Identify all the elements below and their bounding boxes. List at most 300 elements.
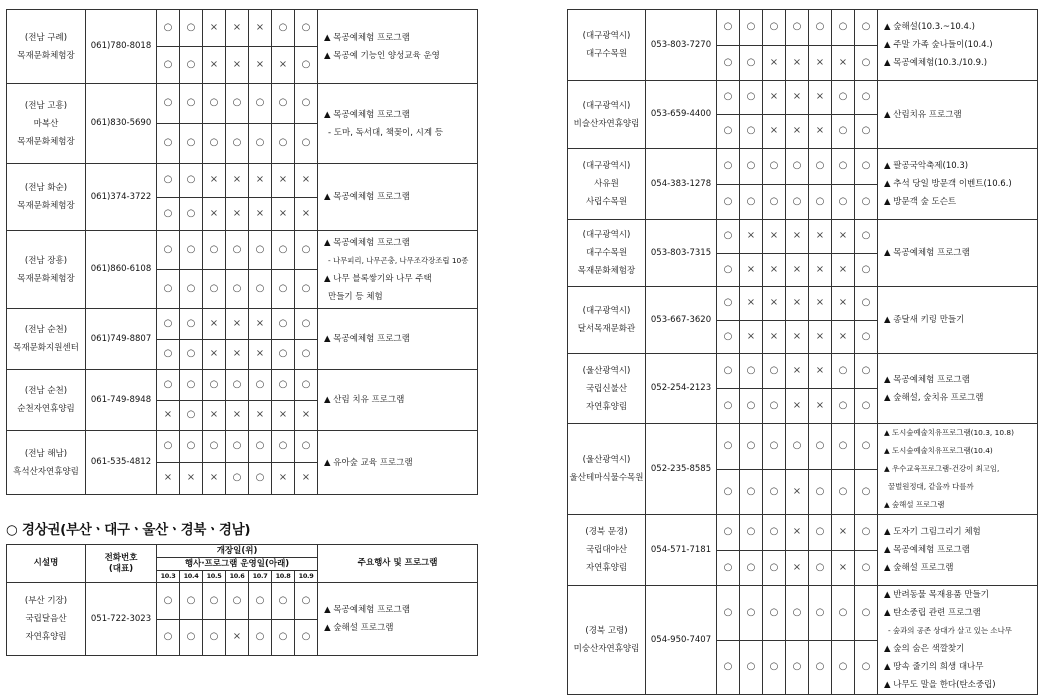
- facility-programs: [318, 10, 478, 84]
- facility-row: [568, 10, 1038, 46]
- program-day-mark: ○: [157, 620, 180, 656]
- open-day-mark: ○: [832, 424, 855, 470]
- program-day-mark: ○: [855, 469, 878, 515]
- open-day-mark: ×: [809, 287, 832, 321]
- open-day-mark: ○: [855, 586, 878, 641]
- program-day-mark: ○: [832, 115, 855, 149]
- open-day-mark: ○: [740, 10, 763, 46]
- program-day-mark: ○: [203, 270, 226, 309]
- program-item: ▲ 도자기 그림그리기 체험: [884, 527, 981, 537]
- facility-name: (대구광역시) 비슬산자연휴양림: [568, 81, 646, 149]
- open-day-mark: ○: [272, 431, 295, 463]
- program-day-mark: ○: [249, 620, 272, 656]
- open-day-mark: ×: [740, 220, 763, 254]
- program-day-mark: ○: [717, 46, 740, 81]
- open-day-mark: ×: [809, 81, 832, 115]
- open-day-mark: ○: [157, 370, 180, 401]
- program-day-mark: ○: [855, 115, 878, 149]
- facility-phone: 053-667-3620: [646, 287, 717, 354]
- program-day-mark: ×: [763, 254, 786, 287]
- facility-name: (전남 순천) 목재문화지원센터: [7, 309, 86, 370]
- program-subitem: - 숲과의 공존 상대가 살고 있는 소나무: [888, 626, 1012, 635]
- open-day-mark: ○: [717, 81, 740, 115]
- open-day-mark: ○: [855, 354, 878, 389]
- program-day-mark: ○: [717, 321, 740, 354]
- open-day-mark: ○: [717, 220, 740, 254]
- open-day-mark: ○: [295, 10, 318, 47]
- open-day-mark: ○: [295, 583, 318, 620]
- program-day-mark: ○: [855, 389, 878, 424]
- program-day-mark: ×: [249, 198, 272, 231]
- open-day-mark: ×: [203, 309, 226, 340]
- facility-programs: [878, 81, 1038, 149]
- program-item: ▲ 숲의 숨은 색깔찾기: [884, 644, 965, 654]
- program-day-mark: ○: [717, 641, 740, 695]
- facility-table-right: [567, 9, 1038, 695]
- program-day-mark: ○: [157, 47, 180, 84]
- open-day-mark: ○: [763, 10, 786, 46]
- program-day-mark: ×: [832, 551, 855, 586]
- program-item: ▲ 땅속 줄기의 희생 대나무: [884, 662, 984, 672]
- header-date: 10.6: [226, 571, 249, 583]
- program-day-mark: ○: [272, 620, 295, 656]
- program-day-mark: ×: [809, 321, 832, 354]
- program-item: ▲ 반려동물 목재용품 만들기: [884, 590, 989, 600]
- open-day-mark: ○: [740, 515, 763, 551]
- program-day-mark: ×: [809, 254, 832, 287]
- open-day-mark: ○: [249, 84, 272, 124]
- program-day-mark: ○: [226, 270, 249, 309]
- open-day-mark: ○: [740, 586, 763, 641]
- facility-phone: 061)374-3722: [86, 164, 157, 231]
- facility-phone: 054-383-1278: [646, 149, 717, 220]
- facility-programs: [878, 354, 1038, 424]
- program-subitem: - 도마, 독서대, 책꽂이, 시계 등: [328, 127, 444, 138]
- program-day-mark: ○: [295, 620, 318, 656]
- open-day-mark: ○: [203, 231, 226, 270]
- program-item: ▲ 숲해설 프로그램: [324, 623, 394, 633]
- program-item: ▲ 산림치유 프로그램: [884, 109, 962, 120]
- facility-phone: 061-535-4812: [86, 431, 157, 495]
- program-item: ▲ 팔공국악축제(10.3): [884, 161, 969, 171]
- program-day-mark: ×: [832, 321, 855, 354]
- open-day-mark: ○: [809, 515, 832, 551]
- facility-programs: [318, 431, 478, 495]
- program-item: ▲ 도시숲예술치유프로그램(10.3, 10.8): [884, 428, 1014, 437]
- facility-name: (대구광역시) 대구수목원: [568, 10, 646, 81]
- open-day-mark: ○: [249, 231, 272, 270]
- open-day-mark: ○: [832, 354, 855, 389]
- facility-phone: 061)780-8018: [86, 10, 157, 84]
- program-day-mark: ○: [157, 198, 180, 231]
- program-day-mark: ×: [272, 401, 295, 431]
- open-day-mark: ×: [249, 309, 272, 340]
- program-day-mark: ×: [295, 401, 318, 431]
- program-day-mark: ○: [717, 469, 740, 515]
- program-day-mark: ○: [203, 124, 226, 164]
- facility-name: (울산광역시) 국립신불산 자연휴양림: [568, 354, 646, 424]
- open-day-mark: ○: [855, 81, 878, 115]
- program-day-mark: ○: [855, 321, 878, 354]
- program-item: ▲ 목공예체험 프로그램: [884, 374, 970, 385]
- program-item: ▲ 목공예체험(10.3./10.9.): [884, 58, 988, 68]
- facility-row: [7, 84, 478, 124]
- program-day-mark: ○: [740, 551, 763, 586]
- facility-row: [7, 370, 478, 401]
- open-day-mark: ○: [832, 149, 855, 185]
- open-day-mark: ○: [226, 370, 249, 401]
- open-day-mark: ○: [203, 84, 226, 124]
- program-day-mark: ○: [809, 469, 832, 515]
- facility-row: [568, 515, 1038, 551]
- open-day-mark: ×: [249, 164, 272, 198]
- program-day-mark: ○: [272, 340, 295, 370]
- program-item: ▲ 목공예체험 프로그램: [324, 237, 410, 248]
- open-day-mark: ×: [832, 515, 855, 551]
- program-day-mark: ○: [157, 340, 180, 370]
- program-day-mark: ○: [272, 124, 295, 164]
- open-day-mark: ○: [180, 164, 203, 198]
- program-day-mark: ○: [763, 185, 786, 220]
- program-day-mark: ×: [157, 463, 180, 495]
- program-day-mark: ○: [272, 270, 295, 309]
- facility-name: (전남 해남) 흑석산자연휴양림: [7, 431, 86, 495]
- program-day-mark: ×: [180, 463, 203, 495]
- header-open-days-sub: 행사·프로그램 운영일(아래): [157, 558, 318, 571]
- program-day-mark: ×: [272, 198, 295, 231]
- open-day-mark: ○: [740, 81, 763, 115]
- open-day-mark: ○: [832, 586, 855, 641]
- open-day-mark: ×: [786, 287, 809, 321]
- program-day-mark: ×: [786, 254, 809, 287]
- program-day-mark: ○: [717, 551, 740, 586]
- facility-phone: 053-803-7270: [646, 10, 717, 81]
- open-day-mark: ×: [786, 354, 809, 389]
- facility-row: [568, 354, 1038, 389]
- facility-phone: 061-749-8948: [86, 370, 157, 431]
- facility-name: (전남 화순) 목재문화체험장: [7, 164, 86, 231]
- program-day-mark: ○: [226, 124, 249, 164]
- facility-programs: [878, 149, 1038, 220]
- facility-phone: 061)860-6108: [86, 231, 157, 309]
- program-day-mark: ○: [786, 641, 809, 695]
- open-day-mark: ○: [855, 287, 878, 321]
- open-day-mark: ○: [157, 84, 180, 124]
- open-day-mark: ○: [740, 149, 763, 185]
- program-item: ▲ 목공예체험 프로그램: [884, 248, 970, 258]
- open-day-mark: ×: [809, 354, 832, 389]
- facility-name: (부산 기장) 국립달음산 자연휴양림: [7, 583, 86, 656]
- open-day-mark: ○: [226, 231, 249, 270]
- program-day-mark: ×: [786, 469, 809, 515]
- open-day-mark: ○: [717, 515, 740, 551]
- open-day-mark: ○: [740, 424, 763, 470]
- facility-name: (경북 고령) 미숭산자연휴양림: [568, 586, 646, 695]
- facility-row: [568, 424, 1038, 470]
- facility-programs: [878, 515, 1038, 586]
- program-item: ▲ 유아숲 교육 프로그램: [324, 457, 413, 468]
- open-day-mark: ×: [272, 164, 295, 198]
- open-day-mark: ×: [249, 10, 272, 47]
- open-day-mark: ×: [763, 81, 786, 115]
- program-item: ▲ 나무도 말을 한다(탄소중립): [884, 680, 996, 690]
- program-day-mark: ○: [763, 551, 786, 586]
- facility-row: [7, 164, 478, 198]
- section-title-text: 경상권(부산ㆍ대구ㆍ울산ㆍ경북ㆍ경남): [21, 522, 251, 538]
- program-day-mark: ×: [786, 321, 809, 354]
- open-day-mark: ○: [249, 431, 272, 463]
- open-day-mark: ○: [717, 287, 740, 321]
- program-day-mark: ×: [226, 401, 249, 431]
- program-day-mark: ×: [295, 198, 318, 231]
- open-day-mark: ○: [157, 231, 180, 270]
- program-item: ▲ 목공예 기능인 양성교육 운영: [324, 50, 440, 61]
- open-day-mark: ×: [786, 515, 809, 551]
- program-day-mark: ×: [226, 340, 249, 370]
- open-day-mark: ○: [272, 583, 295, 620]
- program-day-mark: ○: [832, 641, 855, 695]
- program-day-mark: ×: [763, 46, 786, 81]
- open-day-mark: ○: [157, 10, 180, 47]
- facility-name: (전남 고흥) 마복산 목재문화체험장: [7, 84, 86, 164]
- facility-table-gyeongsang: [6, 544, 478, 656]
- program-day-mark: ○: [295, 124, 318, 164]
- program-day-mark: ×: [249, 401, 272, 431]
- open-day-mark: ○: [740, 354, 763, 389]
- facility-row: [568, 220, 1038, 254]
- facility-phone: 052-235-8585: [646, 424, 717, 515]
- program-subitem: 꿀벌원정대, 같을까 다를까: [888, 482, 974, 491]
- program-subitem: - 나무피리, 나무곤충, 나무조각장조립 10종: [328, 255, 469, 265]
- facility-phone: 053-803-7315: [646, 220, 717, 287]
- program-day-mark: ○: [740, 469, 763, 515]
- facility-name: (전남 장흥) 목재문화체험장: [7, 231, 86, 309]
- open-day-mark: ○: [809, 424, 832, 470]
- open-day-mark: ○: [717, 586, 740, 641]
- open-day-mark: ×: [832, 220, 855, 254]
- program-day-mark: ○: [180, 270, 203, 309]
- program-day-mark: ×: [203, 340, 226, 370]
- open-day-mark: ○: [855, 424, 878, 470]
- facility-programs: [318, 370, 478, 431]
- header-date: 10.3: [157, 571, 180, 583]
- program-day-mark: ○: [180, 124, 203, 164]
- open-day-mark: ○: [295, 370, 318, 401]
- facility-phone: 051-722-3023: [86, 583, 157, 656]
- facility-name: (경북 문경) 국립대야산 자연휴양림: [568, 515, 646, 586]
- program-item: ▲ 추석 당일 방문객 이벤트(10.6.): [884, 179, 1012, 189]
- program-item: ▲ 산림 치유 프로그램: [324, 395, 405, 405]
- program-day-mark: ○: [157, 124, 180, 164]
- open-day-mark: ×: [786, 220, 809, 254]
- program-day-mark: ○: [763, 641, 786, 695]
- open-day-mark: ○: [295, 309, 318, 340]
- program-day-mark: ○: [809, 641, 832, 695]
- program-day-mark: ×: [740, 254, 763, 287]
- facility-name: (대구광역시) 대구수목원 목재문화체험장: [568, 220, 646, 287]
- program-day-mark: ○: [295, 270, 318, 309]
- facility-programs: [318, 84, 478, 164]
- open-day-mark: ○: [272, 10, 295, 47]
- section-title: [6, 518, 250, 538]
- program-day-mark: ×: [809, 115, 832, 149]
- program-day-mark: ○: [180, 47, 203, 84]
- program-item: ▲ 우수교육프로그램-건강이 최고임,: [884, 464, 1000, 473]
- open-day-mark: ×: [763, 287, 786, 321]
- program-day-mark: ○: [717, 115, 740, 149]
- program-day-mark: ○: [740, 115, 763, 149]
- facility-name: (전남 구례) 목재문화체험장: [7, 10, 86, 84]
- facility-programs: [318, 164, 478, 231]
- open-day-mark: ×: [740, 287, 763, 321]
- program-day-mark: ×: [203, 198, 226, 231]
- program-day-mark: ○: [717, 389, 740, 424]
- program-day-mark: ○: [203, 620, 226, 656]
- program-day-mark: ○: [180, 401, 203, 431]
- open-day-mark: ○: [295, 431, 318, 463]
- program-day-mark: ×: [203, 463, 226, 495]
- open-day-mark: ○: [809, 586, 832, 641]
- program-item: ▲ 숲해설 프로그램: [884, 500, 945, 509]
- open-day-mark: ○: [226, 583, 249, 620]
- facility-row: [7, 10, 478, 47]
- open-day-mark: ○: [855, 10, 878, 46]
- open-day-mark: ×: [226, 164, 249, 198]
- open-day-mark: ×: [295, 164, 318, 198]
- facility-phone: 061)749-8807: [86, 309, 157, 370]
- program-day-mark: ×: [763, 321, 786, 354]
- facility-row: [568, 81, 1038, 115]
- section-marker: ○: [6, 522, 18, 538]
- open-day-mark: ×: [809, 220, 832, 254]
- header-date: 10.8: [272, 571, 295, 583]
- open-day-mark: ○: [809, 10, 832, 46]
- program-day-mark: ○: [832, 389, 855, 424]
- program-item: ▲ 숲해설(10.3.~10.4.): [884, 22, 975, 32]
- program-day-mark: ○: [740, 389, 763, 424]
- header-programs: 주요행사 및 프로그램: [318, 545, 478, 583]
- open-day-mark: ○: [249, 583, 272, 620]
- program-day-mark: ×: [740, 321, 763, 354]
- open-day-mark: ○: [717, 149, 740, 185]
- header-facility: 시설명: [7, 545, 86, 583]
- program-day-mark: ×: [832, 46, 855, 81]
- program-day-mark: ×: [809, 46, 832, 81]
- program-day-mark: ○: [809, 551, 832, 586]
- program-day-mark: ×: [226, 620, 249, 656]
- program-day-mark: ○: [740, 185, 763, 220]
- open-day-mark: ○: [763, 149, 786, 185]
- open-day-mark: ○: [763, 515, 786, 551]
- program-day-mark: ○: [226, 463, 249, 495]
- program-day-mark: ○: [295, 340, 318, 370]
- header-open-days: 개장일(위): [157, 545, 318, 558]
- program-day-mark: ○: [249, 270, 272, 309]
- program-item: ▲ 숲해설, 숲치유 프로그램: [884, 392, 984, 403]
- program-day-mark: ×: [203, 47, 226, 84]
- facility-programs: [318, 583, 478, 656]
- program-day-mark: ○: [763, 389, 786, 424]
- open-day-mark: ○: [180, 370, 203, 401]
- program-day-mark: ×: [157, 401, 180, 431]
- open-day-mark: ○: [295, 84, 318, 124]
- facility-row: [568, 586, 1038, 641]
- open-day-mark: ○: [855, 515, 878, 551]
- program-day-mark: ×: [763, 115, 786, 149]
- program-day-mark: ×: [832, 254, 855, 287]
- program-day-mark: ○: [249, 124, 272, 164]
- open-day-mark: ○: [717, 10, 740, 46]
- program-day-mark: ×: [249, 47, 272, 84]
- header-date: 10.4: [180, 571, 203, 583]
- program-item: ▲ 목공예체험 프로그램: [324, 109, 410, 120]
- program-day-mark: ○: [157, 270, 180, 309]
- open-day-mark: ×: [832, 287, 855, 321]
- open-day-mark: ○: [272, 309, 295, 340]
- open-day-mark: ○: [786, 149, 809, 185]
- program-day-mark: ○: [809, 185, 832, 220]
- open-day-mark: ○: [855, 220, 878, 254]
- open-day-mark: ○: [809, 149, 832, 185]
- program-day-mark: ○: [855, 46, 878, 81]
- program-item: ▲ 도시숲예술치유프로그램(10.4): [884, 446, 993, 455]
- facility-programs: [878, 586, 1038, 695]
- open-day-mark: ○: [295, 231, 318, 270]
- open-day-mark: ○: [717, 424, 740, 470]
- open-day-mark: ○: [717, 354, 740, 389]
- facility-row: [7, 431, 478, 463]
- program-day-mark: ○: [855, 551, 878, 586]
- program-day-mark: ○: [180, 198, 203, 231]
- open-day-mark: ○: [272, 84, 295, 124]
- program-item: ▲ 방문객 숲 도슨트: [884, 197, 957, 207]
- open-day-mark: ○: [203, 583, 226, 620]
- header-phone: 전화번호 (대표): [86, 545, 157, 583]
- open-day-mark: ○: [272, 370, 295, 401]
- program-day-mark: ×: [272, 47, 295, 84]
- open-day-mark: ○: [203, 431, 226, 463]
- facility-name: (대구광역시) 사유원 사립수목원: [568, 149, 646, 220]
- header-date: 10.5: [203, 571, 226, 583]
- facility-phone: 054-950-7407: [646, 586, 717, 695]
- program-item: ▲ 나무 블록쌓기와 나무 주택: [324, 273, 432, 284]
- program-day-mark: ×: [226, 198, 249, 231]
- open-day-mark: ○: [763, 586, 786, 641]
- program-day-mark: ○: [786, 185, 809, 220]
- open-day-mark: ○: [855, 149, 878, 185]
- program-day-mark: ○: [740, 46, 763, 81]
- open-day-mark: ×: [786, 81, 809, 115]
- program-day-mark: ○: [180, 620, 203, 656]
- open-day-mark: ○: [249, 370, 272, 401]
- open-day-mark: ○: [786, 10, 809, 46]
- program-item: ▲ 탄소중립 관련 프로그램: [884, 608, 981, 618]
- program-item: ▲ 종달새 키링 만들기: [884, 315, 965, 325]
- facility-programs: [878, 220, 1038, 287]
- program-day-mark: ○: [855, 641, 878, 695]
- open-day-mark: ○: [180, 231, 203, 270]
- open-day-mark: ○: [180, 10, 203, 47]
- program-day-mark: ○: [717, 185, 740, 220]
- facility-programs: [878, 10, 1038, 81]
- program-item: ▲ 목공예체험 프로그램: [324, 605, 410, 615]
- facility-row: [568, 287, 1038, 321]
- facility-row: [7, 583, 478, 620]
- program-day-mark: ○: [249, 463, 272, 495]
- open-day-mark: ○: [180, 431, 203, 463]
- open-day-mark: ○: [832, 81, 855, 115]
- facility-programs: [318, 309, 478, 370]
